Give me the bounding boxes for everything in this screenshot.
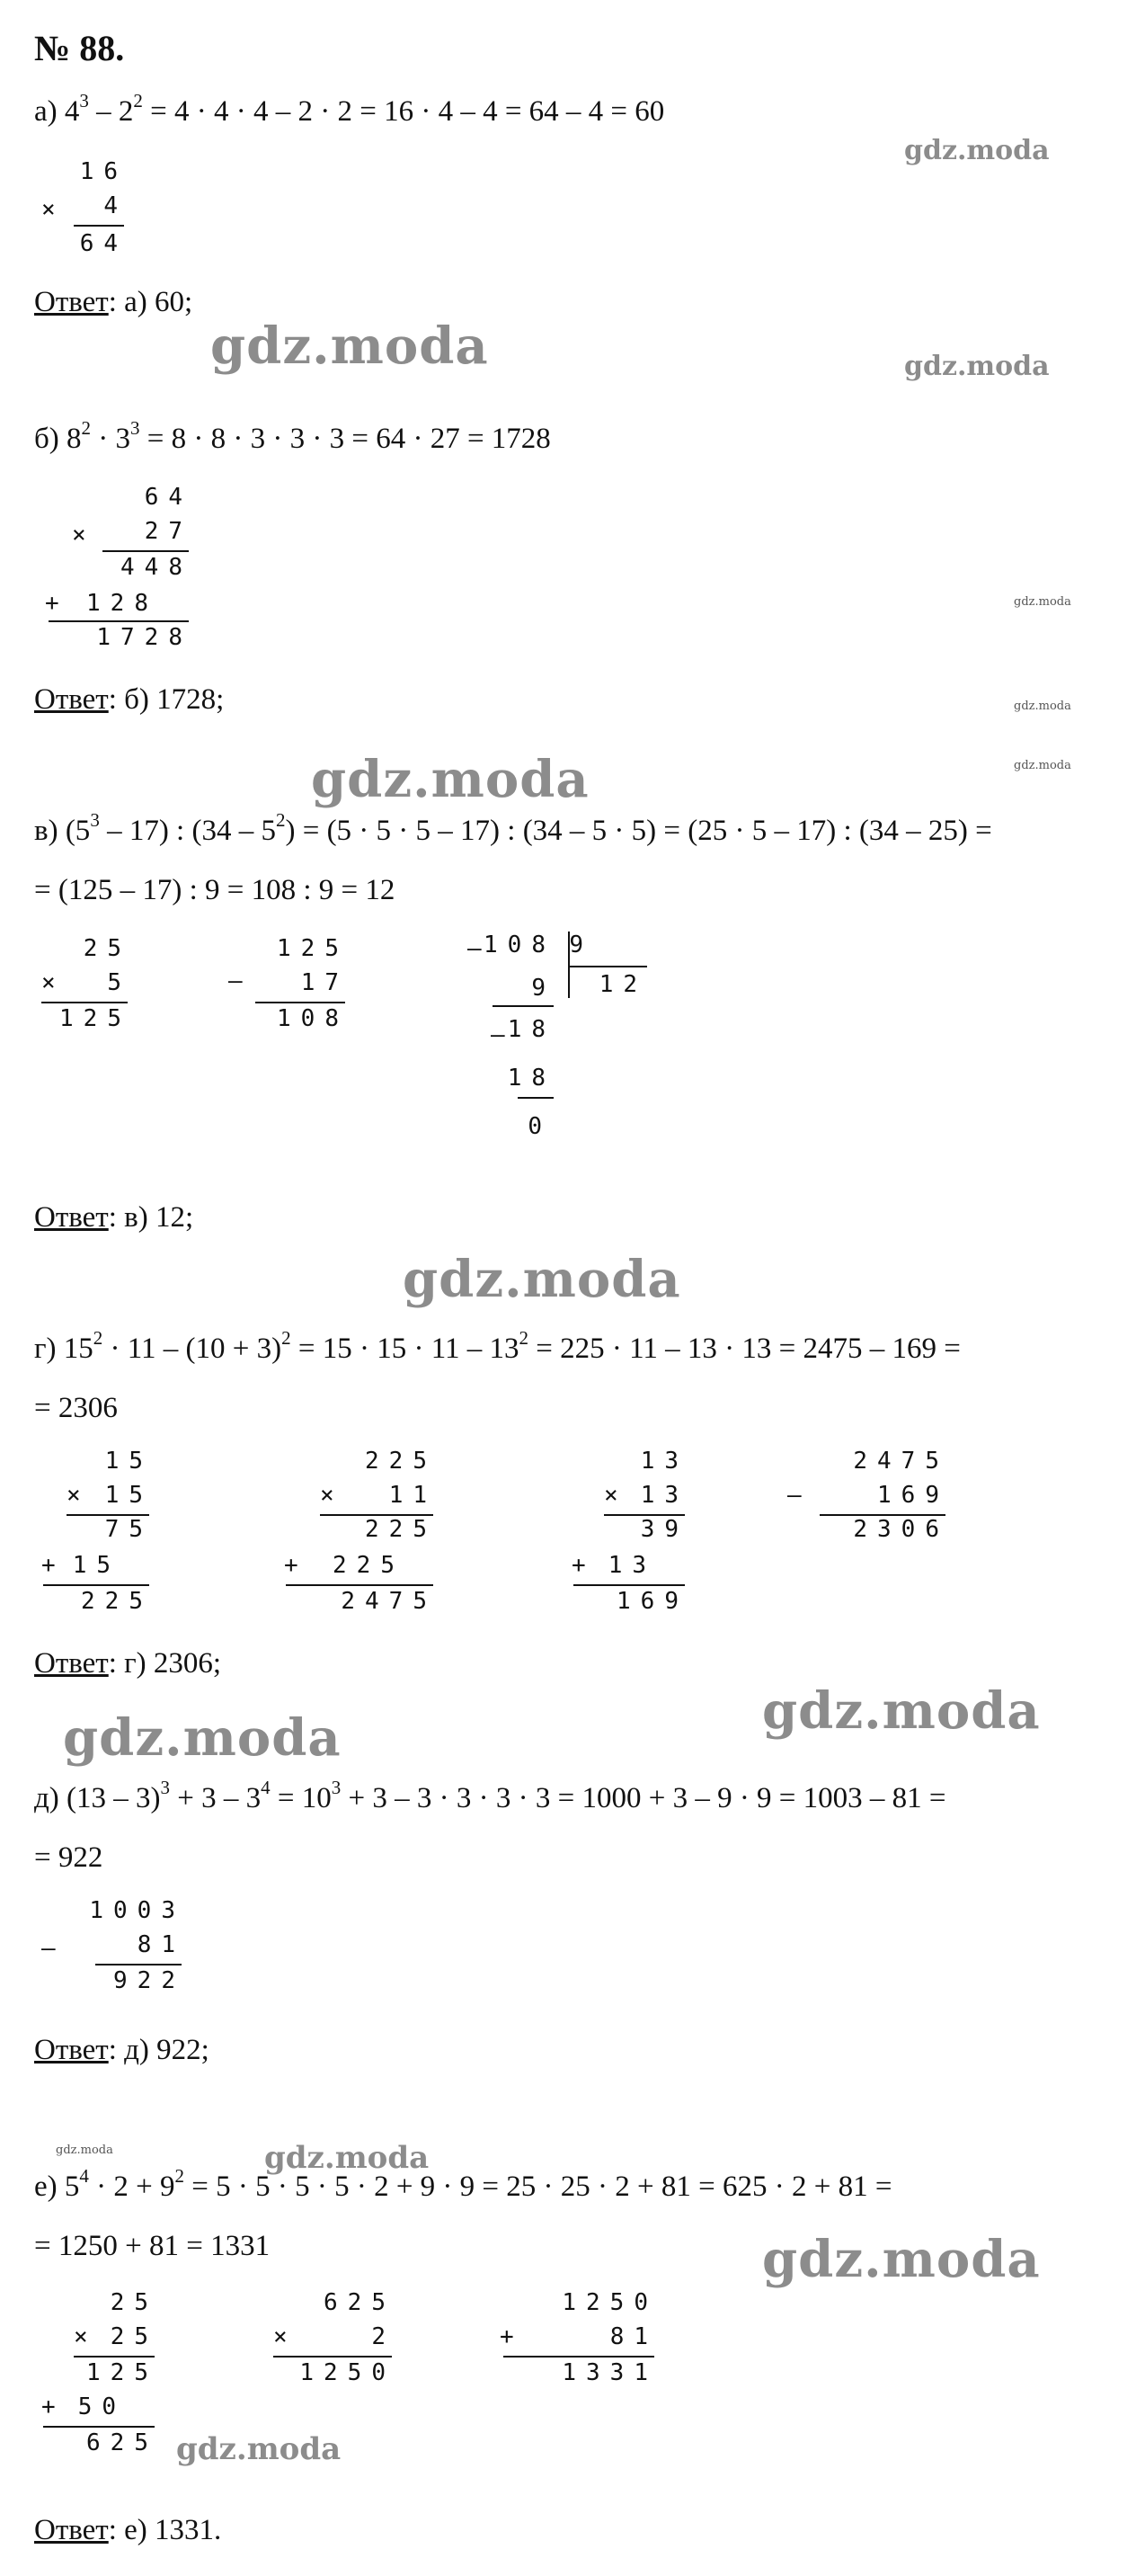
watermark: gdz.moda (264, 2140, 430, 2176)
calc-a-multiplication: × 16 4 64 (41, 158, 128, 257)
watermark: gdz.moda (904, 351, 1050, 382)
equation-c-line2: = (125 – 17) : 9 = 108 : 9 = 12 (34, 874, 395, 906)
answer-e: Ответ: д) 922; (34, 2034, 209, 2066)
watermark: gdz.moda (1014, 759, 1071, 772)
calc-d-subtraction: – 2475 169 2306 (787, 1448, 949, 1543)
equation-f-line1: е) $5^4 \cdot 2 + 9^2 = 5 \cdot 5 \cdot 5 \cdot 5 \cdot 2 + 9 \cdot 9 = 25 \cdot 25 \cdot 2 + 81 = 625 \cdot 2 + 81$ = (34, 2165, 892, 2203)
equation-e-line1: д) $(13 - 3)^3 + 3 - 3^4 = 10^3 + 3 - 3 \cdot 3 \cdot 3 \cdot 3 = 1000 + 3 - 9 \cdot 9 = 1003 - 81$ = (34, 1777, 946, 1814)
equation-c-line1: в) $(5^3 - 17)$ : $(34 - 5^2) = (5 \cdot 5 \cdot 5 - 17)$ : (34 – 5 · 5) = (25 · 5 – 17) : (34 – 25) = (34, 809, 992, 847)
calc-f-multiplication-1: × + 25 25 125 50 625 (41, 2289, 158, 2456)
watermark: gdz.moda (1014, 700, 1071, 713)
answer-f: Ответ: е) 1331. (34, 2514, 222, 2546)
watermark: gdz.moda (762, 1681, 1041, 1741)
equation-e-line2: = 922 (34, 1841, 103, 1874)
calc-f-addition: + 1250 81 1331 (500, 2289, 658, 2386)
calc-d-multiplication-3: × + 13 13 39 13 169 (572, 1448, 688, 1615)
calc-d-multiplication-2: × + 225 11 225 225 2475 (284, 1448, 437, 1615)
watermark: gdz.moda (403, 1250, 681, 1309)
answer-a: Ответ: а) 60; (34, 286, 193, 318)
watermark: gdz.moda (904, 135, 1050, 166)
equation-b: б) $8^2 \cdot 3^3 = 8 \cdot 8 \cdot 3 \cdot 3 \cdot 3 = 64 \cdot 27 = 1728$ (34, 417, 551, 455)
answer-d: Ответ: г) 2306; (34, 1647, 222, 1680)
watermark: gdz.moda (210, 316, 489, 376)
calc-f-multiplication-2: × 625 2 1250 (273, 2289, 395, 2386)
watermark: gdz.moda (762, 2230, 1041, 2289)
calc-c-multiplication: × 25 5 125 (41, 935, 131, 1032)
watermark: gdz.moda (56, 2144, 113, 2157)
answer-b: Ответ: б) 1728; (34, 683, 225, 716)
watermark: gdz.moda (1014, 595, 1071, 609)
calc-b-multiplication: × + 64 27 448 128 1728 (45, 484, 192, 651)
equation-d-line1: г) $15^2 \cdot 11 - (10 + 3)^2 = 15 \cdot 15 \cdot 11 - 13^2 = 225 \cdot 11 - 13 \cdot 13 = 2475 - 169$ = (34, 1327, 961, 1365)
calc-e-subtraction: – 1003 81 922 (41, 1897, 185, 1994)
calc-c-subtraction: – 125 17 108 (228, 935, 349, 1032)
watermark: gdz.moda (311, 750, 590, 809)
calc-d-multiplication-1: × + 15 15 75 15 225 (41, 1448, 153, 1615)
equation-a: а) $4^3 - 2^2 = 4 \cdot 4 \cdot 4 - 2 \cdot 2 = 16 \cdot 4 - 4 = 64 - 4 = 60$ (34, 90, 665, 128)
calc-c-long-division: – 108 9 12 9 – 18 18 0 (467, 931, 647, 1140)
watermark: gdz.moda (176, 2431, 342, 2467)
answer-c: Ответ: в) 12; (34, 1201, 194, 1234)
watermark: gdz.moda (63, 1708, 342, 1768)
equation-f-line2: = 1250 + 81 = 1331 (34, 2230, 271, 2262)
problem-number: № 88. (34, 28, 125, 68)
equation-d-line2: = 2306 (34, 1392, 118, 1424)
